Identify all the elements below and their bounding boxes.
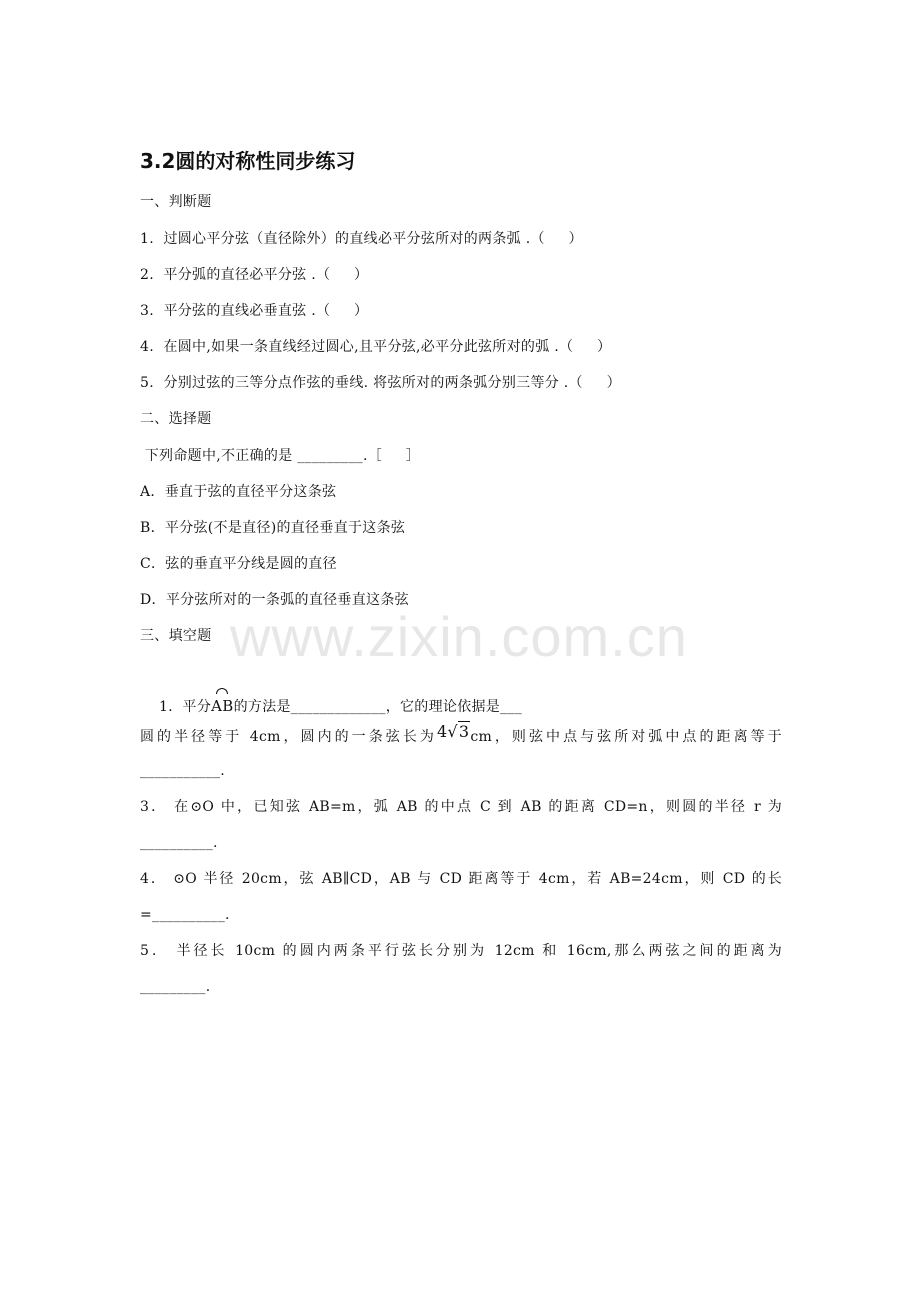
section-heading-choice: 二、选择题: [140, 411, 212, 427]
choice-option-d: D．平分弦所对的一条弧的直径垂直这条弦: [140, 592, 409, 608]
sqrt-radicand: 3: [458, 722, 470, 741]
sqrt-coefficient: 4: [436, 722, 448, 741]
fill-q3-blank: __________.: [140, 835, 218, 851]
fill-question-4: 4． ⊙O 半径 20cm，弦 AB∥CD，AB 与 CD 距离等于 4cm，若 AB=24cm，则 CD 的长: [140, 871, 782, 887]
judgment-item-2: 2. 平分弧的直径必平分弦 .（ ）: [140, 267, 369, 283]
page-title: 3.2圆的对称性同步练习: [140, 149, 356, 173]
judgment-item-1: 1. 过圆心平分弦（直径除外）的直线必平分弦所对的两条弧 .（ ）: [140, 231, 583, 247]
fill-q2-suffix: cm，则弦中点与弦所对弧中点的距离等于: [470, 729, 782, 745]
fill-q2-prefix: 圆的半径等于 4cm，圆内的一条弦长为: [140, 729, 437, 745]
fill-question-3: 3． 在⊙O 中，已知弦 AB=m，弧 AB 的中点 C 到 AB 的距离 CD=n，则圆的半径 r 为: [140, 799, 782, 815]
section-heading-fill: 三、填空题: [140, 628, 212, 644]
fill-q1-suffix: 的方法是_____________，它的理论依据是___: [233, 699, 522, 715]
section-heading-judgment: 一、判断题: [140, 194, 212, 210]
arc-ab-symbol: AB: [211, 697, 234, 715]
judgment-item-4: 4. 在圆中,如果一条直线经过圆心,且平分弦,必平分此弦所对的弧 .（ ）: [140, 339, 612, 355]
choice-option-a: A．垂直于弦的直径平分这条弦: [140, 484, 337, 500]
fill-q2-blank: ___________.: [140, 763, 226, 779]
choice-question: 下列命题中,不正确的是 _________.［ ］: [140, 448, 421, 464]
choice-option-b: B．平分弦(不是直径)的直径垂直于这条弦: [140, 520, 406, 536]
choice-option-c: C．弦的垂直平分线是圆的直径: [140, 556, 337, 572]
watermark: www.zixin.com.cn: [230, 605, 688, 668]
judgment-item-3: 3. 平分弦的直线必垂直弦 .（ ）: [140, 303, 369, 319]
judgment-item-5: 5. 分别过弦的三等分点作弦的垂线. 将弦所对的两条弧分别三等分 .（ ）: [140, 375, 621, 391]
fill-q5-blank: _________.: [140, 979, 211, 995]
fill-q4-blank: =__________.: [140, 907, 230, 923]
sqrt-expression: 4√3: [436, 722, 470, 741]
fill-question-5: 5． 半径长 10cm 的圆内两条平行弦长分别为 12cm 和 16cm,那么两弦之间的距离为: [140, 943, 782, 959]
fill-question-2: [140, 722, 782, 747]
fill-q1-prefix: 1．平分: [159, 699, 212, 715]
